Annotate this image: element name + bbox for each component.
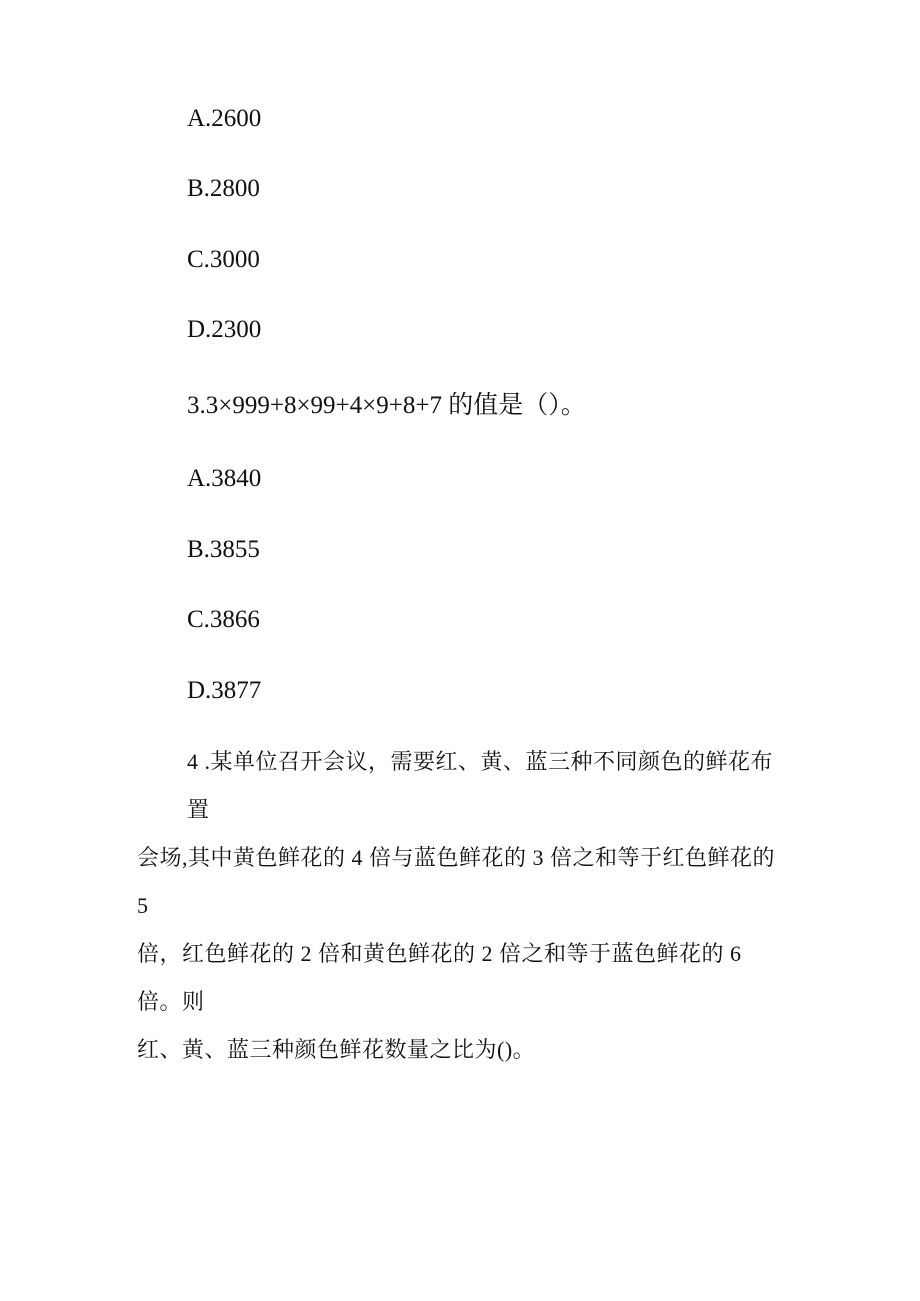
q2-option-b: B.2800 — [187, 175, 260, 202]
q3-option-b: B.3855 — [187, 536, 260, 563]
q4-line-2: 会场,其中黄色鲜花的 4 倍与蓝色鲜花的 3 倍之和等于红色鲜花的 5 — [137, 845, 776, 918]
q2-option-d: D.2300 — [187, 316, 262, 343]
q4-paragraph — [137, 738, 789, 1074]
q3-option-c: C.3866 — [187, 606, 260, 633]
q3-option-d: D.3877 — [187, 677, 262, 704]
q4-line-3: 倍，红色鲜花的 2 倍和黄色鲜花的 2 倍之和等于蓝色鲜花的 6 倍。则 — [137, 941, 742, 1014]
q3-option-a: A.3840 — [187, 465, 262, 492]
q3-stem: 3.3×999+8×99+4×9+8+7 的值是（）。 — [187, 392, 586, 419]
q2-option-c: C.3000 — [187, 246, 260, 273]
q4-line-4: 红、黄、蓝三种颜色鲜花数量之比为()。 — [137, 1037, 536, 1062]
q2-option-a: A.2600 — [187, 105, 262, 132]
q4-line-1: 4 .某单位召开会议，需要红、黄、蓝三种不同颜色的鲜花布置 — [187, 749, 774, 822]
